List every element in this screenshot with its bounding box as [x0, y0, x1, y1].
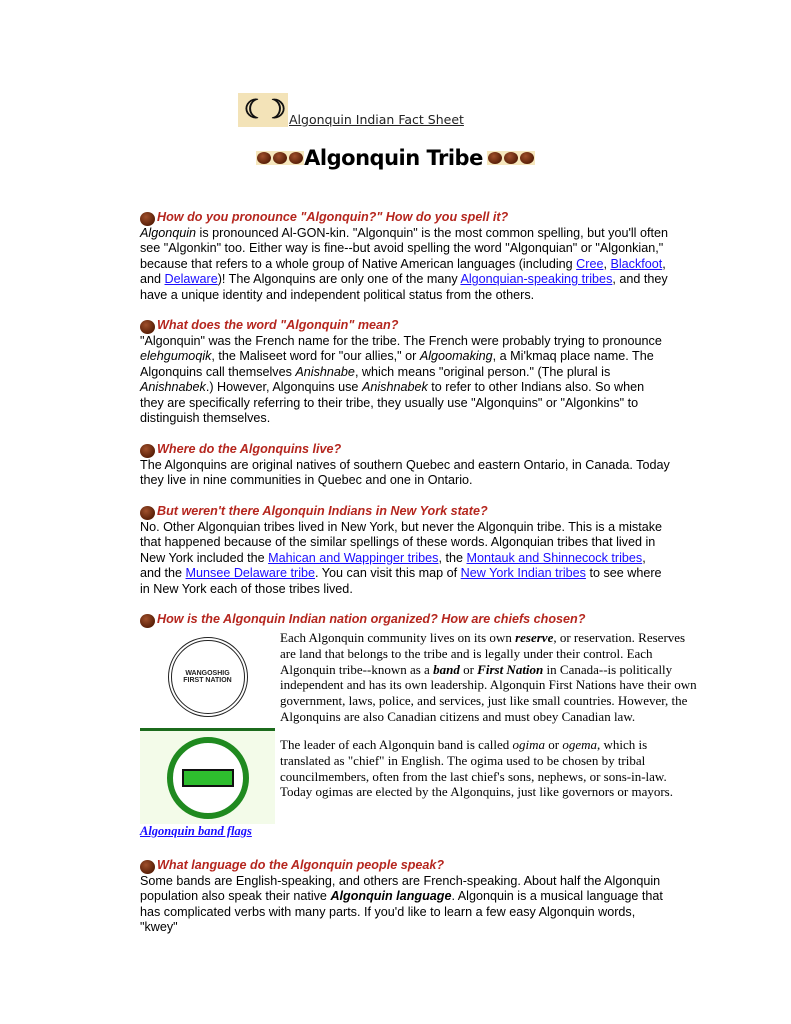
bead-decoration-icon	[256, 151, 304, 165]
logo-image: ☾☽	[238, 93, 288, 127]
emphasized-text: Anishnabe	[295, 364, 355, 379]
question-text: How do you pronounce "Algonquin?" How do you spell it?	[157, 210, 509, 224]
body-text: No. Other Algonquian tribes lived in New York, but never the Algonquin tribe. This is a mistake that happened because of the similar spellings of these words. Algonquian tribes that lived in New York included the	[140, 519, 662, 565]
page-title: Algonquin Tribe	[304, 146, 483, 170]
body-text: . Algonquin is a musical language that has complicated verbs with many parts. If you'd like to learn a few easy Algonquin words, "kwey"	[140, 889, 663, 934]
body-text: , a Mi'kmaq place name. The Algonquins call themselves	[140, 349, 654, 379]
section-body	[140, 226, 670, 304]
bead-decoration-icon	[487, 151, 535, 165]
seal-text: WANGOSHIG FIRST NATION	[168, 637, 248, 717]
section-question	[140, 612, 670, 628]
inline-link[interactable]: Montauk and Shinnecock tribes	[466, 550, 643, 565]
body-text: or	[544, 737, 563, 752]
section-question	[140, 858, 670, 874]
body-text: .) However, Algonquins use	[205, 380, 362, 394]
section-language	[140, 858, 670, 936]
section-question	[140, 318, 670, 334]
body-text: is pronounced Al-GON-kin. "Algonquin" is the most common spelling, but you'll often see "Algonkin" too. Either way is fine--but avoid spelling the word "Algonquian" or "Algonkian," because that refers to a whole group of Native American languages (including	[140, 225, 668, 271]
section-question	[140, 210, 670, 226]
section-organization	[140, 612, 670, 628]
bead-bullet-icon	[140, 444, 155, 458]
section-body	[140, 334, 670, 427]
body-text: , and	[140, 256, 666, 286]
body-text: The leader of each Algonquin band is called	[280, 737, 513, 752]
bead-bullet-icon	[140, 320, 155, 334]
body-text: Each Algonquin community lives on its own	[280, 630, 516, 645]
emphasized-text: ogema	[562, 737, 597, 752]
body-text: )! The Algonquins are only one of the many	[217, 272, 461, 286]
question-text: What language do the Algonquin people speak?	[157, 858, 445, 872]
body-text: to refer to other Indians also. So when they are specifically referring to their tribe, they usually use "Algonquins" or "Algonkins" to distinguish themselves.	[140, 380, 645, 425]
section-body	[140, 458, 670, 489]
body-text: , which is translated as "chief" in English. The ogima used to be chosen by tribal councilmembers, often from the last chief's sons, nephews, or sons-in-law. Today ogimas are elected by the Algonquins, just like governors or mayors.	[280, 737, 673, 800]
body-text: ,	[603, 256, 611, 271]
inline-link[interactable]: Munsee Delaware tribe	[185, 566, 316, 580]
bead-bullet-icon	[140, 614, 155, 628]
inline-link[interactable]: Blackfoot	[610, 256, 663, 271]
inline-link[interactable]: Algonquian-speaking tribes	[460, 272, 613, 286]
body-text: Some bands are English-speaking, and others are French-speaking. About half the Algonquin population also speak their native	[140, 873, 661, 903]
organization-paragraph-1	[280, 630, 700, 725]
body-text: The Algonquins are original natives of southern Quebec and eastern Ontario, in Canada. Today they live in nine communities in Quebec and one in Ontario.	[140, 457, 670, 487]
section-question	[140, 504, 670, 520]
band-flag-image	[140, 731, 275, 824]
body-text: to see where in New York each of those tribes lived.	[140, 566, 662, 596]
section-question	[140, 442, 670, 458]
emphasized-text: Algoomaking	[419, 349, 493, 363]
bead-bullet-icon	[140, 506, 155, 520]
emphasized-text: elehgumoqik	[140, 349, 212, 363]
section-where	[140, 442, 670, 489]
wangoshig-seal-image	[140, 632, 275, 722]
inline-link[interactable]: New York Indian tribes	[460, 566, 586, 580]
body-text: , and the	[140, 550, 646, 580]
section-new-york	[140, 504, 670, 597]
question-text: But weren't there Algonquin Indians in New York state?	[157, 504, 488, 518]
emphasized-text: Anishnabek	[361, 380, 428, 394]
body-text: "Algonquin" was the French name for the tribe. The French were probably trying to pronounce	[140, 333, 662, 348]
bead-bullet-icon	[140, 860, 155, 874]
body-text: in Canada--is politically independent and has its own leadership. Algonquin First Nations have their own government, laws, police, and services, just like small countries. However, the Algonquins are also Canadian citizens and must obey Canadian law.	[280, 661, 697, 724]
emphasized-text: Anishnabek	[140, 380, 206, 394]
inline-link[interactable]: Delaware	[164, 272, 218, 286]
emphasized-text: reserve	[515, 630, 554, 645]
body-text: , and they have a unique identity and independent political status from the others.	[140, 272, 668, 302]
emphasized-text: ogima	[512, 737, 545, 752]
section-body	[140, 874, 670, 936]
body-text: , which means "original person." (The plural is	[354, 364, 611, 379]
body-text: , or reservation. Reserves are land that belongs to the tribe and is legally under their control. Each Algonquin tribe--known as a	[280, 630, 686, 677]
question-text: Where do the Algonquins live?	[157, 442, 342, 456]
emphasized-text: band	[433, 661, 460, 677]
body-text: , the	[438, 550, 467, 565]
body-text: . You can visit this map of	[315, 566, 461, 580]
header-logo-link[interactable]	[238, 93, 464, 127]
inline-link[interactable]: Cree	[576, 256, 604, 271]
body-text: or	[459, 661, 478, 677]
body-text: , the Maliseet word for "our allies," or	[211, 349, 420, 363]
question-text: What does the word "Algonquin" mean?	[157, 318, 399, 332]
section-meaning	[140, 318, 670, 427]
page-title-row	[0, 146, 791, 170]
section-pronounce	[140, 210, 670, 303]
section-body	[140, 520, 670, 598]
bead-bullet-icon	[140, 212, 155, 226]
emphasized-text: Algonquin language	[330, 889, 452, 903]
question-text: How is the Algonquin Indian nation organized? How are chiefs chosen?	[157, 612, 586, 626]
emphasized-text: First Nation	[477, 661, 544, 677]
organization-paragraph-2	[280, 737, 690, 800]
inline-link[interactable]: Mahican and Wappinger tribes	[268, 550, 439, 565]
emphasized-text: Algonquin	[140, 225, 197, 240]
fact-sheet-link[interactable]: Algonquin Indian Fact Sheet	[289, 112, 464, 127]
band-flags-link[interactable]: Algonquin band flags	[140, 824, 252, 838]
